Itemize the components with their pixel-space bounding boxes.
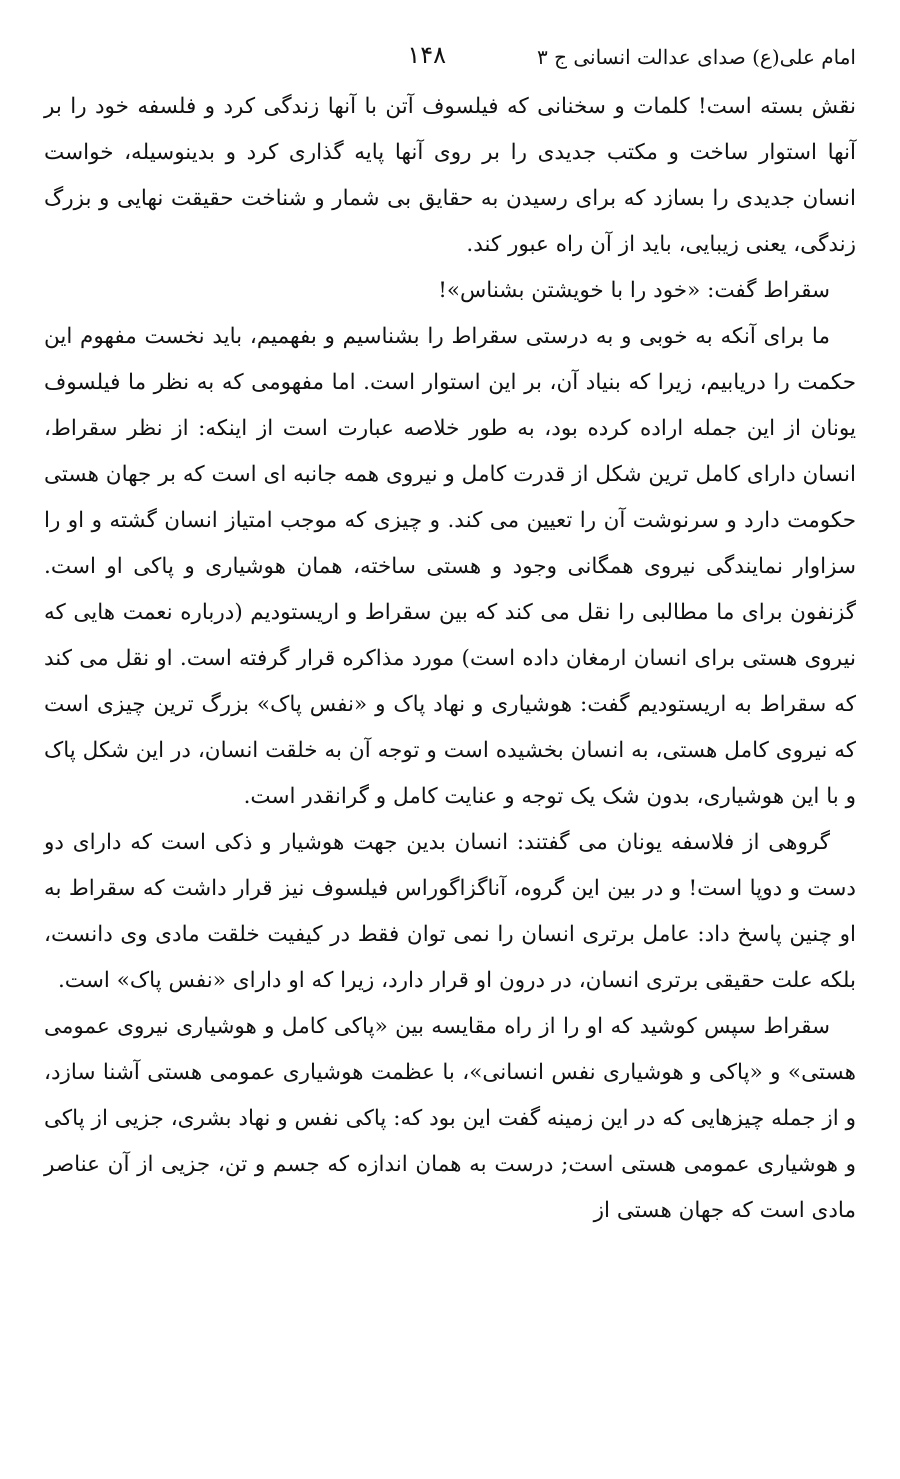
page-number: ۱۴۸	[407, 41, 446, 69]
paragraph-1: نقش بسته است! کلمات و سخنانی که فیلسوف آتن با آنها زندگی کرد و فلسفه خود را بر آنها استوار ساخت و مکتب جدیدی را بر روی آنها پایه گذاری کرد و بدینوسیله، خواست انسان جدیدی را بسازد که برای رسیدن به حقایق بی شمار و شناخت حقیقت نهایی و بزرگ زندگی، یعنی زیبایی، باید از آن راه عبور کند.	[44, 94, 856, 257]
body-text	[44, 84, 856, 1234]
paragraph-2: سقراط گفت: «خود را با خویشتن بشناس»!	[438, 278, 830, 303]
book-title: امام علی(ع) صدای عدالت انسانی ج ۳	[536, 45, 856, 69]
paragraph-3: ما برای آنکه به خوبی و به درستی سقراط را بشناسیم و بفهمیم، باید نخست مفهوم این حکمت را دریابیم، زیرا که بنیاد آن، بر این استوار است. اما مفهومی که به نظر ما فیلسوف یونان از این جمله اراده کرده بود، به طور خلاصه عبارت است از اینکه: از نظر سقراط، انسان دارای کامل ترین شکل از قدرت کامل و نیروی همه جانبه ای است که بر جهان هستی حکومت دارد و سرنوشت آن را تعیین می کند. و چیزی که موجب امتیاز انسان گشته و او را سزاوار نمایندگی نیروی همگانی وجود و هستی ساخته، همان هوشیاری و پاکی او است. گزنفون برای ما مطالبی را نقل می کند که بین سقراط و اریستودیم (درباره نعمت هایی که نیروی هستی برای انسان ارمغان داده است) مورد مذاکره قرار گرفته است. او نقل می کند که سقراط به اریستودیم گفت: هوشیاری و نهاد پاک و «نفس پاک» بزرگ ترین چیزی است که نیروی کامل هستی، به انسان بخشیده است و توجه آن به خلقت انسان، در این شکل پاک و با این هوشیاری، بدون شک یک توجه و عنایت کامل و گرانقدر است.	[44, 324, 856, 809]
paragraph-5: سقراط سپس کوشید که او را از راه مقایسه بین «پاکی کامل و هوشیاری نیروی عمومی هستی» و «پاکی و هوشیاری نفس انسانی»، با عظمت هوشیاری عمومی هستی آشنا سازد، و از جمله چیزهایی که در این زمینه گفت این بود که: پاکی نفس و نهاد بشری، جزیی از پاکی و هوشیاری عمومی هستی است; درست به همان اندازه که جسم و تن، جزیی از آن عناصر مادی است که جهان هستی از	[44, 1014, 856, 1223]
running-header	[44, 40, 856, 74]
paragraph-4: گروهی از فلاسفه یونان می گفتند: انسان بدین جهت هوشیار و ذکی است که دارای دو دست و دوپا است! و در بین این گروه، آناگزاگوراس فیلسوف نیز قرار داشت که سقراط به او چنین پاسخ داد: عامل برتری انسان را نمی توان فقط در کیفیت خلقت مادی وی دانست، بلکه علت حقیقی برتری انسان، در درون او قرار دارد، زیرا که او دارای «نفس پاک» است.	[44, 830, 856, 993]
